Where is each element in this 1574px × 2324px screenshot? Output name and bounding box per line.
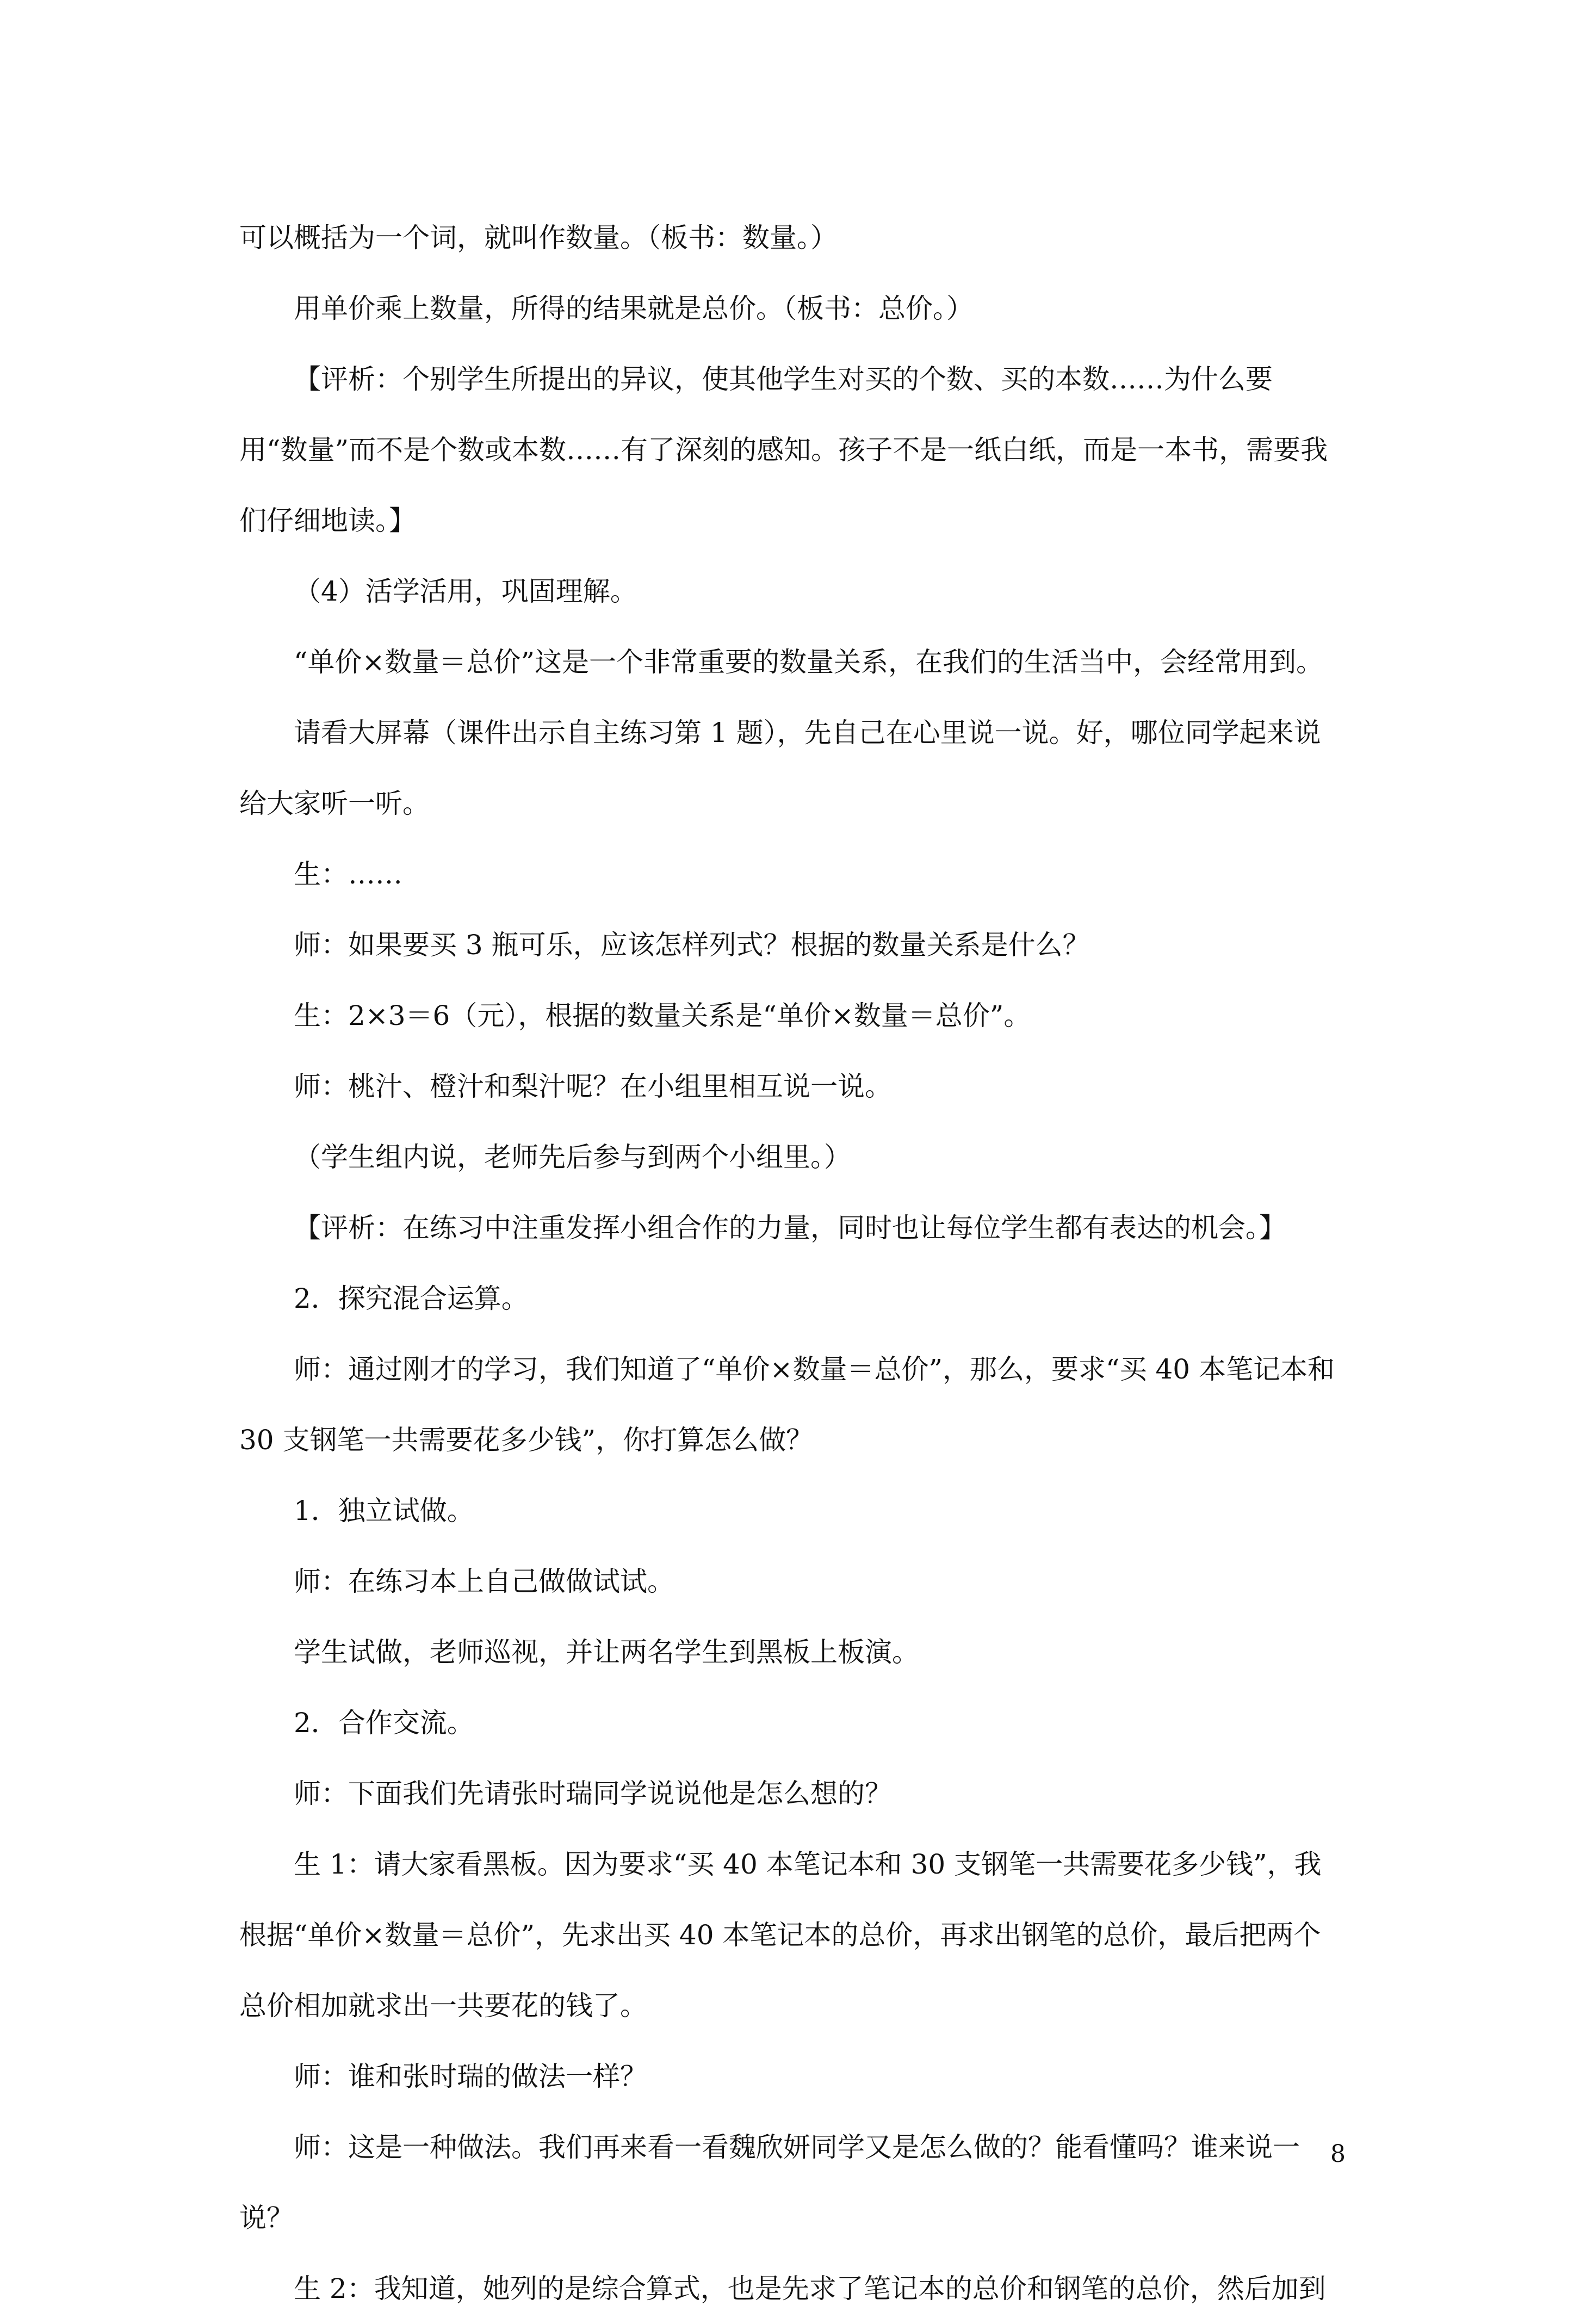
paragraph: 【评析：在练习中注重发挥小组合作的力量，同时也让每位学生都有表达的机会。】 — [294, 1212, 1286, 1244]
paragraph: 师：通过刚才的学习，我们知道了“单价×数量＝总价”，那么，要求“买 40 本笔记本和 30 支钢笔一共需要花多少钱”，你打算怎么做？ — [239, 1353, 1335, 1456]
paragraph: 用单价乘上数量，所得的结果就是总价。（板书：总价。） — [294, 293, 974, 324]
paragraph: 师：如果要买 3 瓶可乐，应该怎样列式？根据的数量关系是什么？ — [294, 929, 1090, 961]
paragraph: 师：下面我们先请张时瑞同学说说他是怎么想的？ — [294, 1778, 892, 1809]
paragraph: 生 1：请大家看黑板。因为要求“买 40 本笔记本和 30 支钢笔一共需要花多少钱”，我根据“单价×数量＝总价”，先求出买 40 本笔记本的总价，再求出钢笔的总价，最后把两个总价相加就求出一共要花的钱了。 — [239, 1849, 1322, 2022]
page-number: 8 — [1330, 2140, 1346, 2168]
paragraph: 生 2：我知道，她列的是综合算式，也是先求了笔记本的总价和钢笔的总价，然后加到 — [294, 2273, 1326, 2304]
paragraph: （学生组内说，老师先后参与到两个小组里。） — [294, 1141, 851, 1173]
paragraph: 学生试做，老师巡视，并让两名学生到黑板上板演。 — [294, 1636, 919, 1668]
paragraph: 生：2×3＝6（元），根据的数量关系是“单价×数量＝总价”。 — [294, 1000, 1031, 1031]
paragraph: 师：这是一种做法。我们再来看一看魏欣妍同学又是怎么做的？能看懂吗？谁来说一说？ — [239, 2131, 1300, 2234]
paragraph: 师：在练习本上自己做做试试。 — [294, 1566, 674, 1597]
paragraph: 可以概括为一个词，就叫作数量。（板书：数量。） — [239, 222, 838, 254]
paragraph: （4）活学活用，巩固理解。 — [294, 576, 637, 607]
paragraph: 生：…… — [294, 858, 402, 890]
paragraph: 师：谁和张时瑞的做法一样？ — [294, 2061, 647, 2092]
paragraph: 【评析：个别学生所提出的异议，使其他学生对买的个数、买的本数……为什么要用“数量”而不是个数或本数……有了深刻的感知。孩子不是一纸白纸，而是一本书，需要我们仔细地读。】 — [239, 363, 1328, 536]
paragraph: 师：桃汁、橙汁和梨汁呢？在小组里相互说一说。 — [294, 1071, 892, 1102]
paragraph: 请看大屏幕（课件出示自主练习第 1 题），先自己在心里说一说。好，哪位同学起来说给大家听一听。 — [239, 717, 1321, 819]
paragraph: 2．合作交流。 — [294, 1707, 474, 1739]
paragraph: “单价×数量＝总价”这是一个非常重要的数量关系，在我们的生活当中，会经常用到。 — [294, 646, 1324, 678]
paragraph: 2．探究混合运算。 — [294, 1283, 529, 1314]
paragraph: 1．独立试做。 — [294, 1495, 474, 1526]
document-body — [239, 202, 1338, 2324]
